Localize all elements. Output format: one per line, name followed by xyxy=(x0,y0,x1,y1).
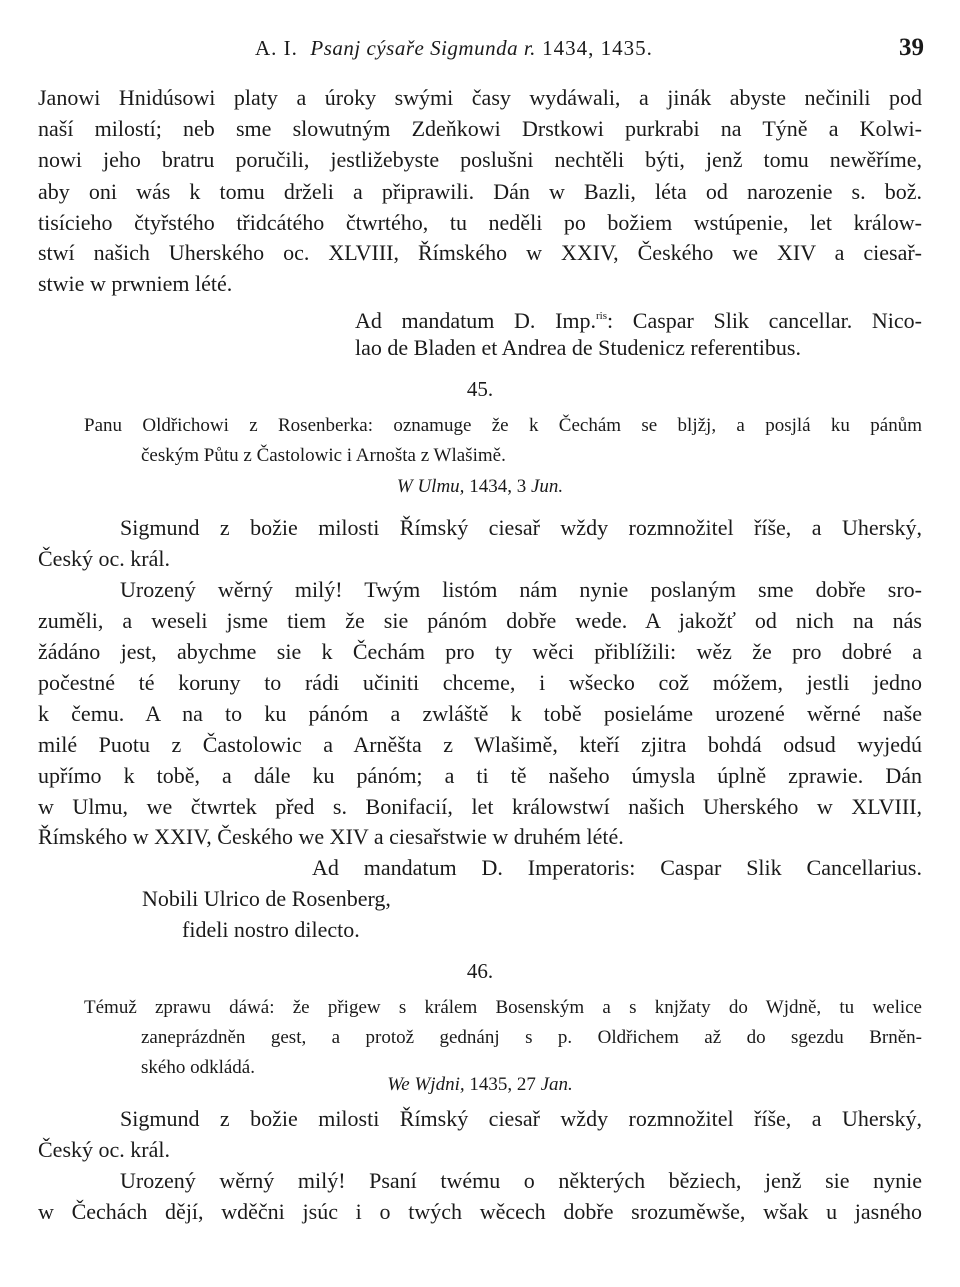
month: Jan. xyxy=(540,1074,573,1095)
text-line: w Čechách dějí, wděčni jsúc i o twých wěcech dobře srozuměwše, wšak u jasného xyxy=(38,1199,922,1224)
address-line: fideli nostro dilecto. xyxy=(182,917,360,942)
mandate-superscript: ris xyxy=(596,310,608,322)
text-line: Urozený wěrný milý! Psaní twému o některých běziech, jenž sie nynie xyxy=(120,1168,922,1193)
page-number: 39 xyxy=(899,34,924,61)
mandate-text: Ad mandatum D. Imp. xyxy=(355,308,597,333)
mandate-line xyxy=(355,301,922,336)
document-number: 46. xyxy=(466,959,494,983)
place: W Ulmu, xyxy=(396,476,465,497)
header-title xyxy=(255,36,653,61)
document-number: 45. xyxy=(466,377,494,401)
summary-line: zaneprázdněn gest, a protož gednánj s p. Oldřichem až do sgezdu Brněn- xyxy=(141,1027,922,1048)
month: Jun. xyxy=(530,476,564,497)
place-date xyxy=(0,472,960,502)
text-line: naší milostí; neb sme slowutným Zdeňkowi Drstkowi purkrabi na Týně a Kolwi- xyxy=(38,116,922,141)
header-section: A. I. xyxy=(255,36,298,60)
text-line: w Ulmu, we čtwrtek před s. Bonifacií, let králowstwí našich Uherského w XLVIII, xyxy=(38,794,922,819)
date: 1435, 27 xyxy=(469,1074,536,1095)
place-date xyxy=(0,1070,960,1100)
mandate-line: lao de Bladen et Andrea de Studenicz referentibus. xyxy=(355,335,801,360)
summary-line: Panu Oldřichowi z Rosenberka: oznamuge že k Čechám se bljžj, a posjlá ku pánům xyxy=(84,415,922,436)
text-line: aby oni wás k tomu drželi a připrawili. Dán w Bazli, léta od narozenie s. bož. xyxy=(38,179,922,204)
text-line: Český oc. král. xyxy=(38,1137,170,1162)
text-line: Janowi Hnidúsowi platy a úroky swými časy wydáwali, a jinák abyste nečinili pod xyxy=(38,85,922,110)
text-line: upřímo k tobě, a dále ku pánóm; a ti tě našeho úmysla úplně zprawie. Dán xyxy=(38,763,922,788)
text-line: nowi jeho bratru poručili, jestližebyste poslušni nechtěli býti, jenž tomu newěříme, xyxy=(38,147,922,172)
header-book-title: Psanj cýsaře Sigmunda r. xyxy=(310,36,536,60)
text-line: Český oc. král. xyxy=(38,546,170,571)
text-line: milé Puotu z Častolowic a Arněšta z Wlašimě, kteří zjitra bohdá odsud wyjedú xyxy=(38,732,922,757)
text-line: stwí našich Uherského oc. XLVIII, Římského w XXIV, Českého we XIV a ciesař- xyxy=(38,240,922,265)
text-line: tisícieho čtyřstého třidcátého čtwrtého, tu neděli po božiem wstúpenie, let králow- xyxy=(38,210,922,235)
mandate-text: : Caspar Slik cancellar. Nico- xyxy=(607,308,922,333)
text-line: Sigmund z božie milosti Římský ciesař wždy rozmnožitel říše, a Uherský, xyxy=(120,515,922,540)
text-line: žádáno jest, abychme sie k Čechám pro ty wěci přiblížili: wěz že pro dobré a xyxy=(38,639,922,664)
header-years: 1434, 1435. xyxy=(542,36,653,60)
text-line: stwie w prwniem lété. xyxy=(38,271,233,296)
address-line: Nobili Ulrico de Rosenberg, xyxy=(142,886,391,911)
text-line: Urozený wěrný milý! Twým listóm nám nynie poslaným sme dobře sro- xyxy=(120,577,922,602)
text-line: Římského w XXIV, Českého we XIV a ciesařstwie w druhém lété. xyxy=(38,824,624,849)
summary-line: Témuž zprawu dáwá: že přigew s králem Bosenským a s knjžaty do Wjdně, tu welice xyxy=(84,997,922,1018)
summary-line: českým Půtu z Častolowic i Arnošta z Wlašimě. xyxy=(141,445,506,466)
text-line: počestné té koruny to rádi učiniti chceme, i wšecko což móžem, jestli jedno xyxy=(38,670,922,695)
date: 1434, 3 xyxy=(469,476,527,497)
summary-line: ského odkládá. xyxy=(141,1057,255,1078)
text-line: k čemu. A na to ku pánóm a zwláště k tobě posieláme urozené wěrné naše xyxy=(38,701,922,726)
text-line: Sigmund z božie milosti Římský ciesař wždy rozmnožitel říše, a Uherský, xyxy=(120,1106,922,1131)
place: We Wjdni, xyxy=(387,1074,465,1095)
mandate-line: Ad mandatum D. Imperatoris: Caspar Slik Cancellarius. xyxy=(312,855,922,880)
running-header xyxy=(0,34,960,64)
text-line: zuměli, a weseli jsme tiem že sie pánóm dobře wede. A jakožť od nich na nás xyxy=(38,608,922,633)
